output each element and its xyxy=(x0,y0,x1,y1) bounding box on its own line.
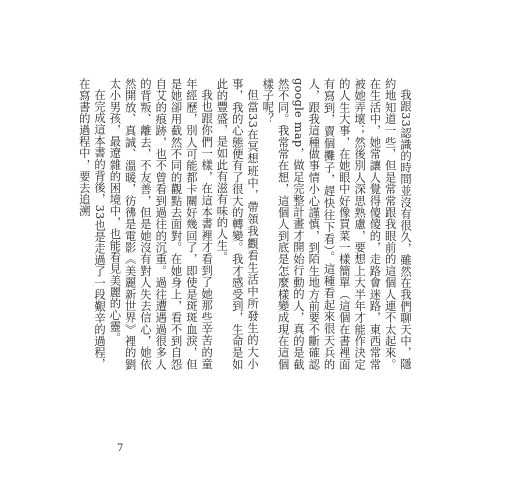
body-text xyxy=(77,78,413,370)
paragraph: 但當33在冥想班中，帶領我觀看生活中所發生的大小事，我的心態便有了很大的轉變。我才感受到，生命是如此的豐盛，是如此有滋有味的人生。 xyxy=(215,78,260,370)
paragraph: 在完成這本書的背後，33也是走過了一段艱辛的過程，在寫書的過程中，要去追溯 xyxy=(77,78,107,370)
paragraph: 我跟33認識的時間並沒有很久，雖然在我們聊天中，隱約地知道一些，但是常常跟我眼前的這個人連不太起來。在生活中，她常讓人覺得傻傻的，走路會迷路，東西常常被她弄壞；然後別人深思熟慮，要想上大半年才能作決定的人生大事，在她眼中好像買菜一樣簡單（這個在書裡面有寫到，賣個攤子，趕快往下看）。這種看起來很天兵的人，跟我這種做事情小心謹慎，到陌生地方前要不斷確認 google map，做足完整計畫才開始行動的人，真的是截然不同。我常常在想，這個人到底是怎麼樣變成現在這個樣子呢？ xyxy=(261,78,412,370)
page-number: 7 xyxy=(117,443,124,454)
paragraph: 我也跟你們一樣，在這本書裡才看到了她那些辛苦的童年經歷，別人可能都卡關好幾回了，即使是斑斑血淚，但是她卻用截然不同的觀點去面對。在她身上，看不到自怨自艾的痕跡，也不曾看到過往的沉重。過往遭遇過很多人的背叛、離去，不友善，但是她沒有對人失去信心，她依然開放、真誠、溫暖，彷彿是電影《美麗新世界》裡的劉太小男孩，最遼雜的困境中，也能看見美麗的心靈。 xyxy=(108,78,214,370)
